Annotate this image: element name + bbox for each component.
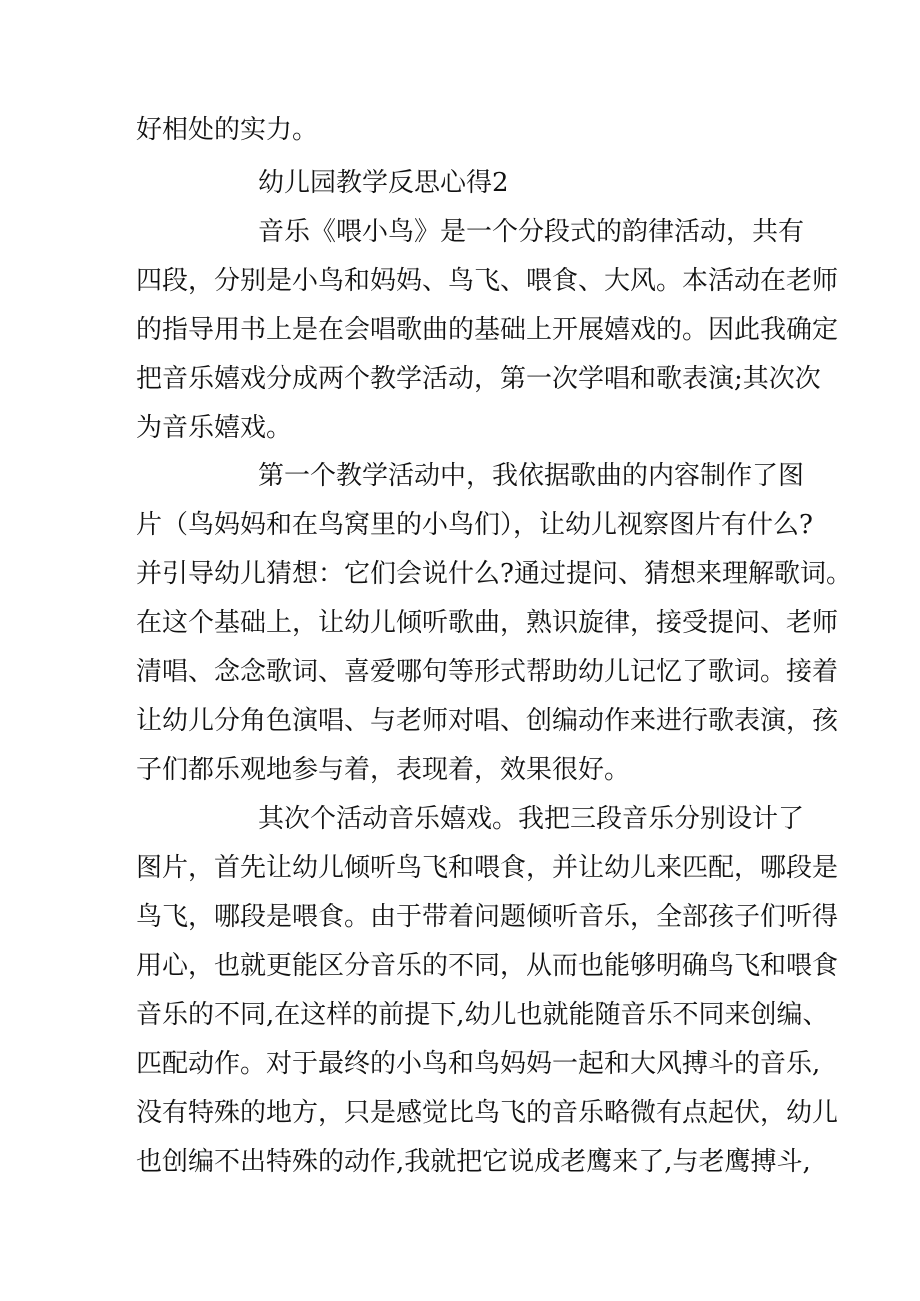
paragraph-line: 鸟飞，哪段是喂食。由于带着问题倾听音乐，全部孩子们听得 bbox=[136, 902, 839, 932]
paragraph-line: 没有特殊的地方，只是感觉比鸟飞的音乐略微有点起伏，幼儿 bbox=[136, 1098, 839, 1128]
paragraph-line: 其次个活动音乐嬉戏。我把三段音乐分别设计了 bbox=[258, 804, 805, 834]
paragraph-line: 音乐《喂小鸟》是一个分段式的韵律活动，共有 bbox=[258, 217, 805, 247]
paragraph-line: 并引导幼儿猜想：它们会说什么?通过提问、猜想来理解歌词。 bbox=[136, 559, 852, 589]
paragraph-line: 把音乐嬉戏分成两个教学活动，第一次学唱和歌表演;其次次 bbox=[136, 364, 821, 394]
paragraph-line: 让幼儿分角色演唱、与老师对唱、创编动作来进行歌表演，孩 bbox=[136, 706, 839, 736]
paragraph-line: 子们都乐观地参与着，表现着，效果很好。 bbox=[136, 755, 631, 785]
paragraph-line: 四段，分别是小鸟和妈妈、鸟飞、喂食、大风。本活动在老师 bbox=[136, 266, 839, 296]
paragraph-line: 匹配动作。对于最终的小鸟和鸟妈妈一起和大风搏斗的音乐, bbox=[136, 1049, 821, 1079]
paragraph-line: 为音乐嬉戏。 bbox=[136, 413, 293, 443]
paragraph-line: 清唱、念念歌词、喜爱哪句等形式帮助幼儿记忆了歌词。接着 bbox=[136, 657, 839, 687]
section-title: 幼儿园教学反思心得2 bbox=[258, 168, 509, 198]
paragraph-line: 也创编不出特殊的动作,我就把它说成老鹰来了,与老鹰搏斗, bbox=[136, 1147, 811, 1177]
paragraph-line: 图片，首先让幼儿倾听鸟飞和喂食，并让幼儿来匹配，哪段是 bbox=[136, 853, 839, 883]
paragraph-line: 的指导用书上是在会唱歌曲的基础上开展嬉戏的。因此我确定 bbox=[136, 315, 839, 345]
text-line: 好相处的实力。 bbox=[136, 115, 319, 145]
paragraph-line: 在这个基础上，让幼儿倾听歌曲，熟识旋律，接受提问、老师 bbox=[136, 608, 839, 638]
paragraph-line: 第一个教学活动中，我依据歌曲的内容制作了图 bbox=[258, 461, 805, 491]
paragraph-line: 音乐的不同,在这样的前提下,幼儿也就能随音乐不同来创编、 bbox=[136, 1000, 829, 1030]
paragraph-line: 用心，也就更能区分音乐的不同，从而也能够明确鸟飞和喂食 bbox=[136, 951, 839, 981]
paragraph-line: 片（鸟妈妈和在鸟窝里的小鸟们），让幼儿视察图片有什么? bbox=[136, 510, 813, 540]
